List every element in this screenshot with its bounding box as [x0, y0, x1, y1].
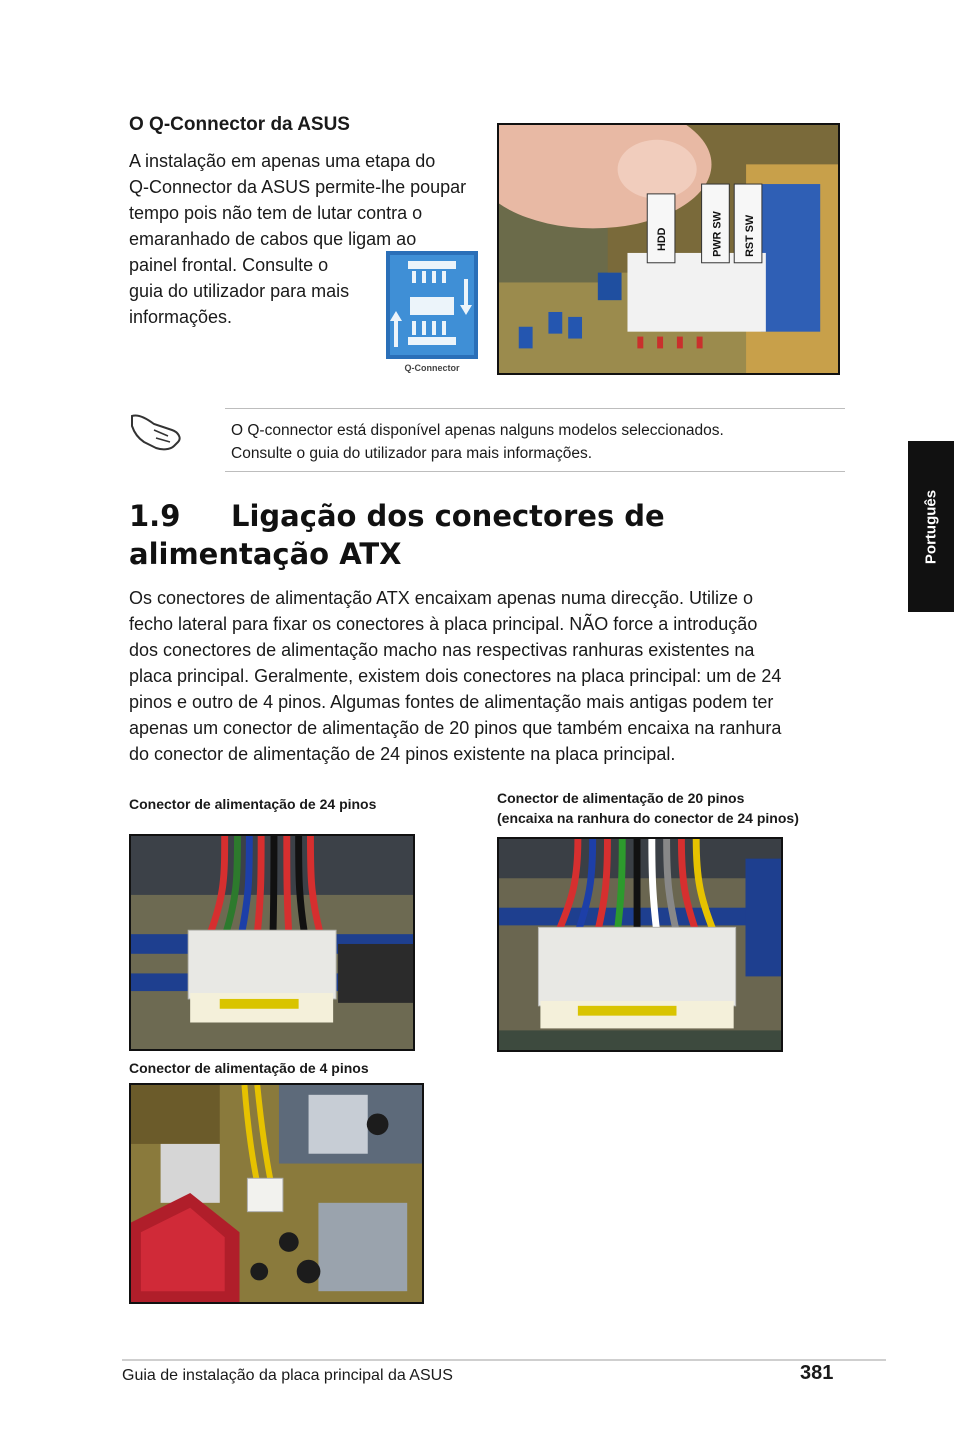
- section-heading: [129, 497, 665, 573]
- paragraph-line: Os conectores de alimentação ATX encaixam apenas numa direcção. Utilize o: [129, 588, 753, 608]
- photo-label-rst: RST SW: [743, 214, 757, 257]
- photo-label-pwr: PWR SW: [711, 211, 724, 257]
- note-top-rule: [225, 408, 845, 409]
- paragraph-line: fecho lateral para fixar os conectores à placa principal. NÃO force a introdução: [129, 614, 758, 634]
- qconnector-line: informações.: [129, 307, 233, 327]
- qconnector-line: tempo pois não tem de lutar contra o: [129, 203, 423, 223]
- pointing-hand-icon: [128, 408, 186, 454]
- caption-20-pin: [497, 788, 799, 828]
- q-connector-icon: [386, 251, 478, 375]
- note-text: [231, 419, 841, 465]
- note-line: Consulte o guia do utilizador para mais informações.: [231, 445, 592, 462]
- paragraph-line: pinos e outro de 4 pinos. Algumas fontes de alimentação mais antigas podem ter: [129, 692, 774, 712]
- section-title-line1: Ligação dos conectores de: [231, 499, 665, 533]
- caption-20-pin-line2: (encaixa na ranhura do conector de 24 pinos): [497, 810, 799, 826]
- photo-24-pin-connector: [129, 834, 415, 1051]
- note-bottom-rule: [225, 471, 845, 472]
- caption-4-pin-text: Conector de alimentação de 4 pinos: [129, 1060, 369, 1076]
- caption-24-pin-text: Conector de alimentação de 24 pinos: [129, 796, 377, 812]
- photo-4-pin-connector: [129, 1083, 424, 1304]
- language-side-tab: [908, 441, 954, 612]
- paragraph-line: placa principal. Geralmente, existem dois conectores na placa principal: um de 24: [129, 666, 782, 686]
- page-number: 381: [800, 1362, 834, 1384]
- paragraph-line: dos conectores de alimentação macho nas respectivas ranhuras existentes na: [129, 640, 755, 660]
- photo-20-pin-connector: [497, 837, 783, 1052]
- note-line: O Q-connector está disponível apenas nalguns modelos seleccionados.: [231, 422, 724, 439]
- qconnector-line: A instalação em apenas uma etapa do: [129, 151, 436, 171]
- qconnector-line: emaranhado de cabos que ligam ao: [129, 229, 417, 249]
- section-number: 1.9: [129, 499, 181, 533]
- language-tab-label: Português: [922, 489, 940, 564]
- qconnector-line: Q-Connector da ASUS permite-lhe poupar: [129, 177, 467, 197]
- section-paragraph: [129, 585, 849, 767]
- qconnector-line: guia do utilizador para mais: [129, 281, 350, 301]
- photo-label-hdd: HDD: [656, 227, 669, 251]
- footer-rule: [122, 1359, 886, 1361]
- footer-text: Guia de instalação da placa principal da ASUS: [122, 1367, 453, 1384]
- section-title-line2: alimentação ATX: [129, 537, 402, 571]
- qconnector-line: painel frontal. Consulte o: [129, 255, 329, 275]
- paragraph-line: apenas um conector de alimentação de 20 pinos que também encaixa na ranhura: [129, 718, 782, 738]
- paragraph-line: do conector de alimentação de 24 pinos existente na placa principal.: [129, 744, 676, 764]
- q-connector-photo: [497, 123, 840, 375]
- caption-20-pin-line1: Conector de alimentação de 20 pinos: [497, 790, 745, 806]
- caption-4-pin: [129, 1058, 369, 1078]
- qconnector-title: O Q-Connector da ASUS: [129, 114, 350, 135]
- caption-24-pin: [129, 794, 376, 814]
- q-connector-icon-label: Q-Connector: [404, 363, 460, 373]
